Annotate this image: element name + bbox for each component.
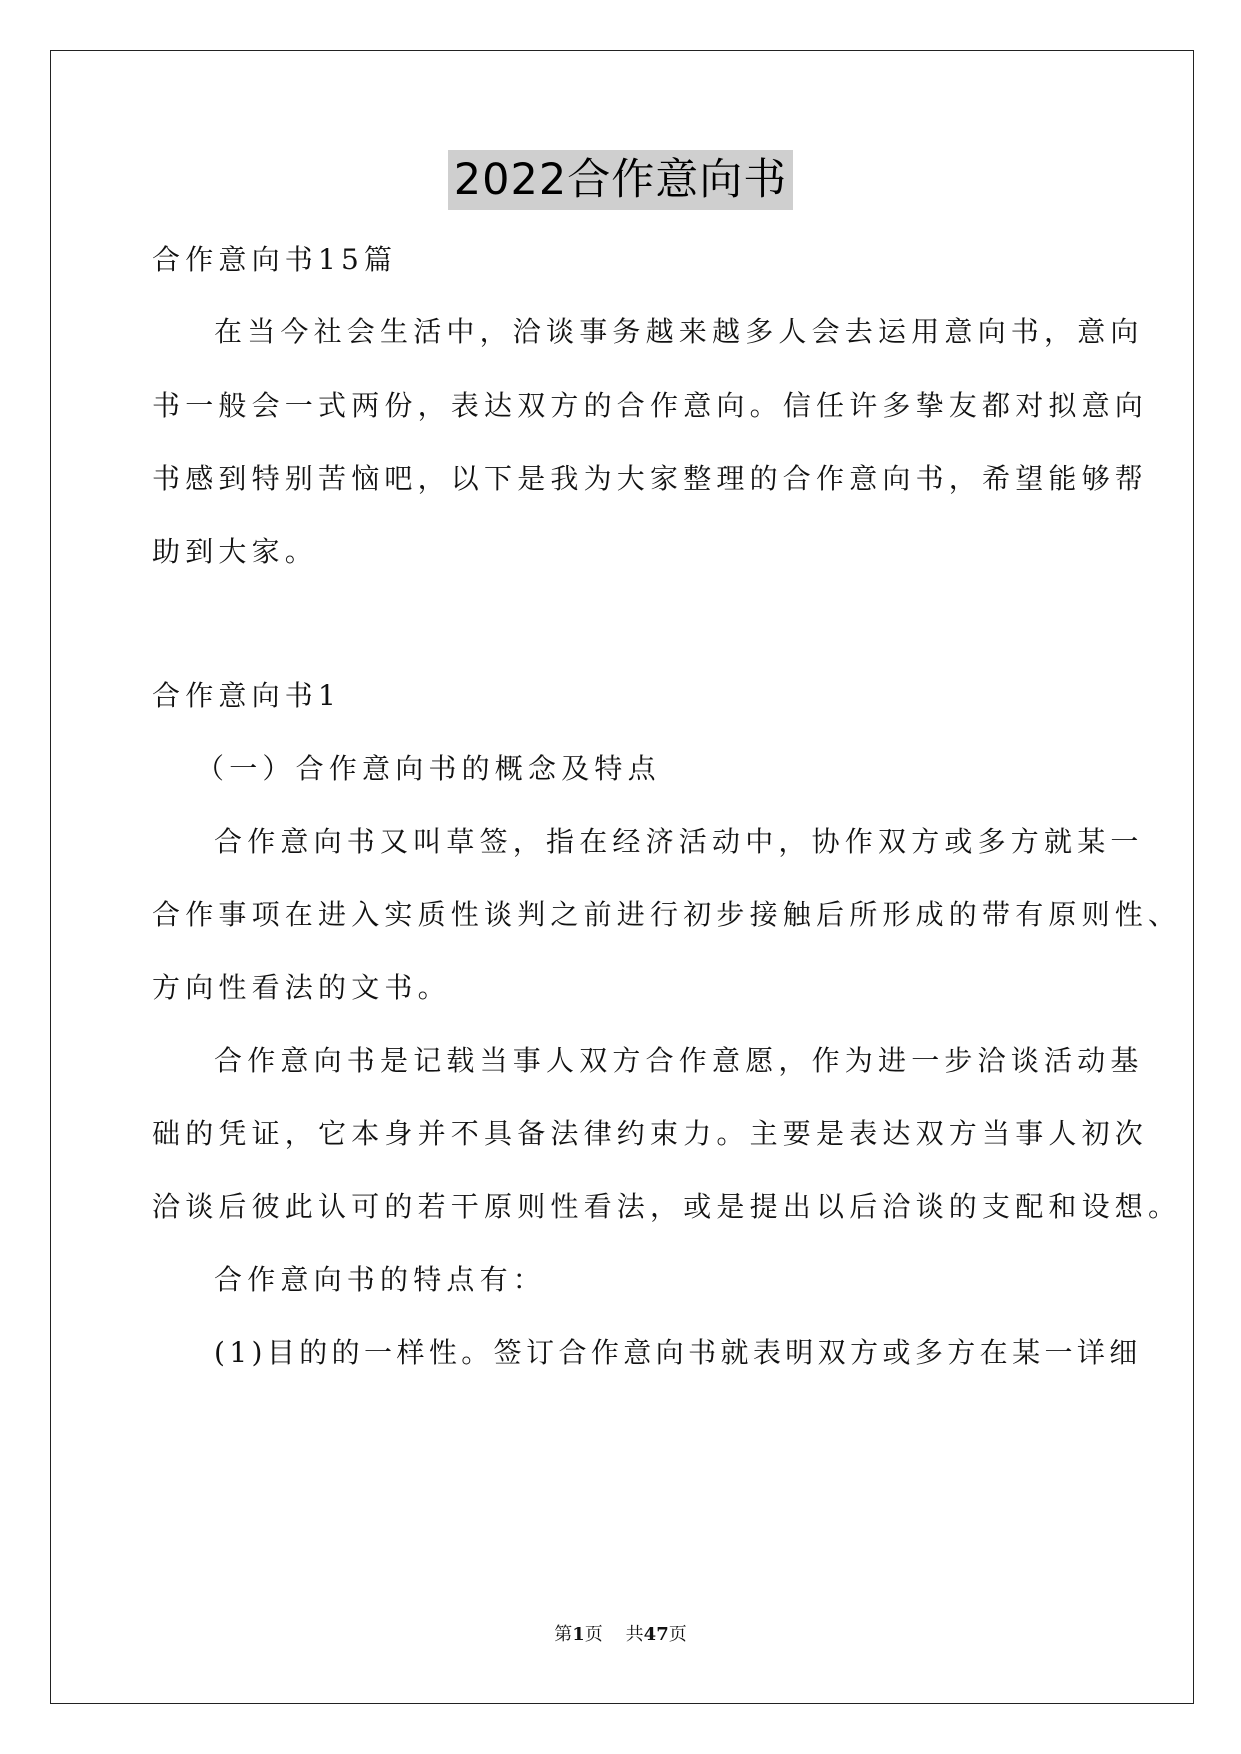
- paragraph-line: 合作意向书又叫草签，指在经济活动中，协作双方或多方就某一: [214, 825, 1144, 858]
- paragraph-line: 础的凭证，它本身并不具备法律约束力。主要是表达双方当事人初次: [152, 1117, 1149, 1150]
- footer-total-pages: 47: [643, 1624, 669, 1645]
- paragraph-line: 在当今社会生活中，洽谈事务越来越多人会去运用意向书，意向: [214, 315, 1144, 348]
- paragraph-line: 书一般会一式两份，表达双方的合作意向。信任许多挚友都对拟意向: [152, 389, 1149, 422]
- section-heading: 合作意向书1: [152, 679, 342, 712]
- paragraph-line: 合作意向书是记载当事人双方合作意愿，作为进一步洽谈活动基: [214, 1044, 1144, 1077]
- footer-total-prefix: 共: [625, 1624, 644, 1645]
- paragraph-line: 书感到特别苦恼吧，以下是我为大家整理的合作意向书，希望能够帮: [152, 462, 1149, 495]
- footer-page-suffix: 页: [584, 1624, 603, 1645]
- paragraph-line: 助到大家。: [152, 535, 319, 568]
- subsection-heading: （一）合作意向书的概念及特点: [196, 752, 661, 785]
- paragraph-line: 合作事项在进入实质性谈判之前进行初步接触后所形成的带有原则性、: [152, 898, 1182, 931]
- paragraph-line: (1)目的的一样性。签订合作意向书就表明双方或多方在某一详细: [214, 1336, 1142, 1369]
- paragraph-line: 合作意向书的特点有：: [214, 1263, 547, 1296]
- paragraph-line: 方向性看法的文书。: [152, 971, 451, 1004]
- footer-page-number: 1: [572, 1624, 585, 1645]
- page-border: [50, 50, 1194, 1704]
- document-title: 2022合作意向书: [448, 150, 793, 210]
- footer-total-suffix: 页: [668, 1624, 687, 1645]
- subtitle-line: 合作意向书15篇: [152, 243, 398, 276]
- title-container: [0, 150, 1241, 210]
- paragraph-line: 洽谈后彼此认可的若干原则性看法，或是提出以后洽谈的支配和设想。: [152, 1190, 1182, 1223]
- page-footer: [0, 1623, 1241, 1647]
- footer-page-prefix: 第: [554, 1624, 573, 1645]
